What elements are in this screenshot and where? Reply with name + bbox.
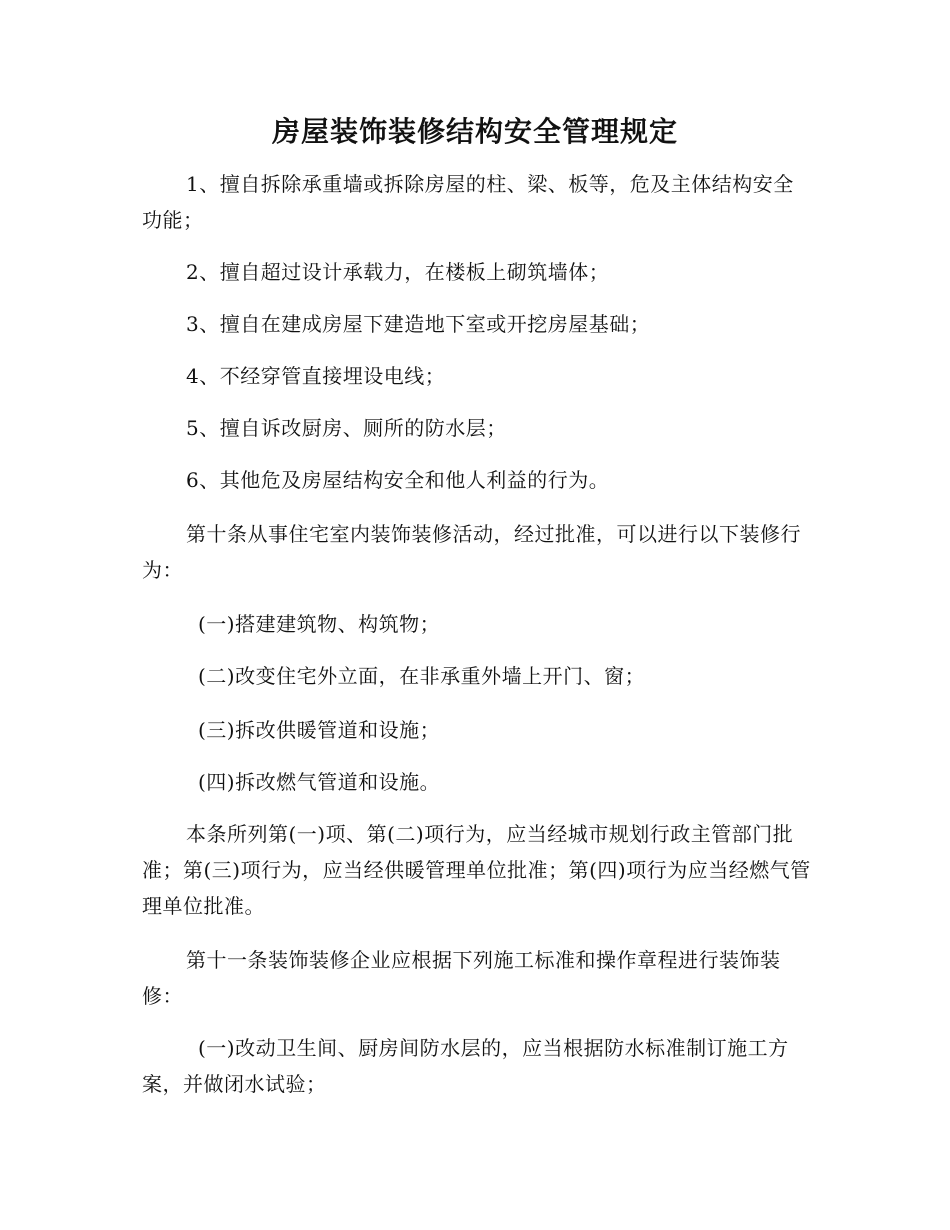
paragraph-approval-note: 本条所列第(一)项、第(二)项行为，应当经城市规划行政主管部门批准；第(三)项行为，应当经供暖管理单位批准；第(四)项行为应当经燃气管理单位批准。 (142, 822, 811, 918)
document-title: 房屋装饰装修结构安全管理规定 (271, 115, 678, 148)
paragraph-article-11: 第十一条装饰装修企业应根据下列施工标准和操作章程进行装饰装修： (142, 948, 781, 1008)
paragraph-item-2: 2、擅自超过设计承载力，在楼板上砌筑墙体； (186, 260, 610, 284)
paragraph-sub-item-4: (四)拆改燃气管道和设施。 (198, 770, 441, 794)
paragraph-item-3: 3、擅自在建成房屋下建造地下室或开挖房屋基础； (186, 312, 651, 336)
paragraph-item-5: 5、擅自诉改厨房、厕所的防水层； (186, 416, 507, 440)
paragraph-item-1: 1、擅自拆除承重墙或拆除房屋的柱、梁、板等，危及主体结构安全功能； (142, 172, 794, 232)
paragraph-sub-item-1: (一)搭建建筑物、构筑物； (198, 612, 441, 636)
paragraph-standard-item-1: (一)改动卫生间、厨房间防水层的，应当根据防水标准制订施工方案，并做闭水试验； (142, 1036, 789, 1096)
paragraph-article-10: 第十条从事住宅室内装饰装修活动，经过批准，可以进行以下装修行为： (142, 522, 801, 582)
paragraph-item-4: 4、不经穿管直接埋设电线； (186, 364, 446, 388)
paragraph-sub-item-2: (二)改变住宅外立面，在非承重外墙上开门、窗； (198, 664, 646, 688)
paragraph-sub-item-3: (三)拆改供暖管道和设施； (198, 718, 441, 742)
paragraph-item-6: 6、其他危及房屋结构安全和他人利益的行为。 (186, 468, 610, 492)
